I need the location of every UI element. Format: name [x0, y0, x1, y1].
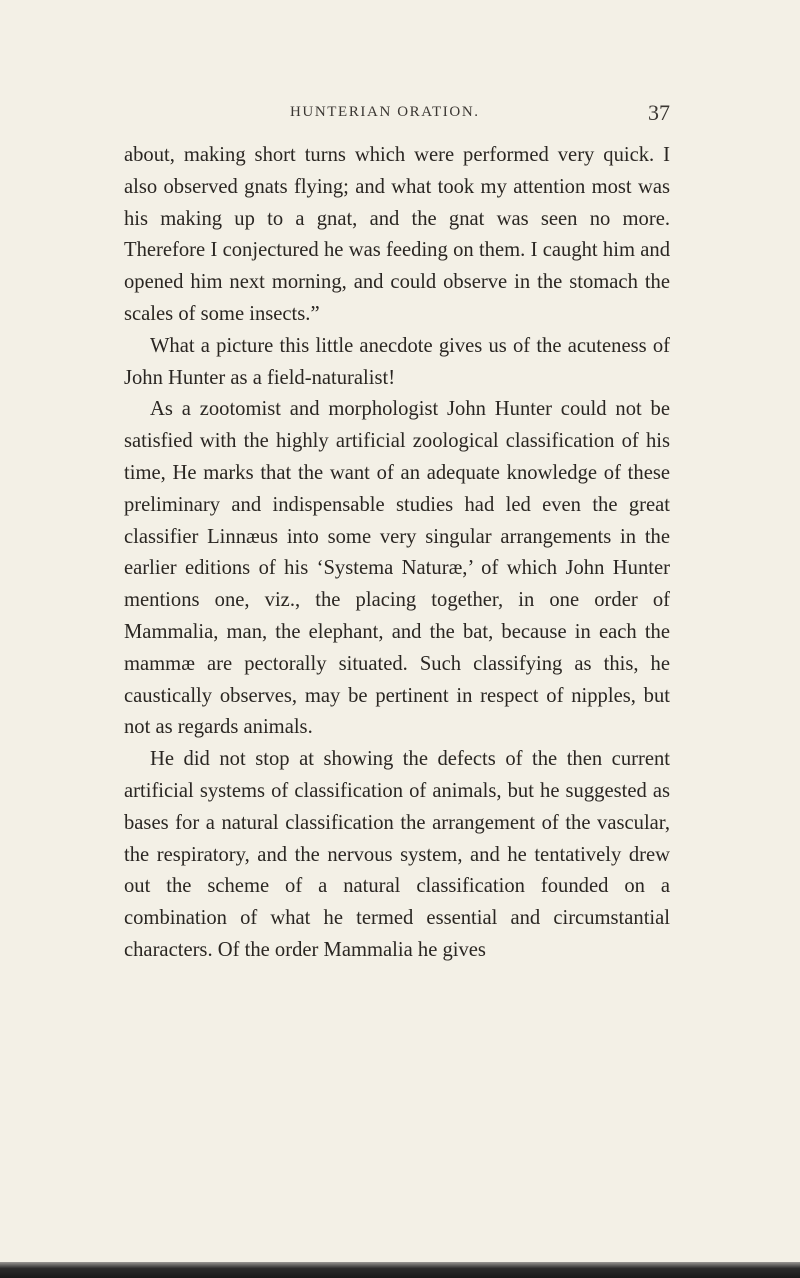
page-header: [290, 100, 670, 130]
paragraph: He did not stop at showing the defects of the then current artificial systems of classification of animals, but he suggested as bases for a natural classification the arrangement of the vascular, the respiratory, and the nervous system, and he tentatively drew out the scheme of a natural classification founded on a combination of what he termed essential and circumstantial characters. Of the order Mammalia he gives: [124, 748, 670, 961]
page-number: 37: [648, 100, 670, 125]
running-head: HUNTERIAN ORATION.: [290, 104, 480, 120]
paragraph: As a zootomist and morphologist John Hunter could not be satisfied with the highly artificial zoological classification of his time, He marks that the want of an adequate knowledge of these preliminary and indispensable studies had led even the great classifier Linnæus into some very singular arrangements in the earlier editions of his ‘Systema Naturæ,’ of which John Hunter mentions one, viz., the placing together, in one order of Mammalia, man, the elephant, and the bat, because in each the mammæ are pectorally situated. Such classifying as this, he caustically observes, may be pertinent in respect of nipples, but not as regards animals.: [124, 398, 670, 739]
scan-edge-band: [0, 1262, 800, 1278]
body-text: [124, 140, 670, 967]
paragraph-continued: about, making short turns which were performed very quick. I also observed gnats flying; and what took my attention most was his making up to a gnat, and the gnat was seen no more. Therefore I conjectured he was feeding on them. I caught him and opened him next morning, and could observe in the stomach the scales of some insects.”: [124, 144, 670, 325]
paragraph: What a picture this little anecdote gives us of the acuteness of John Hunter as a field-naturalist!: [124, 334, 670, 389]
